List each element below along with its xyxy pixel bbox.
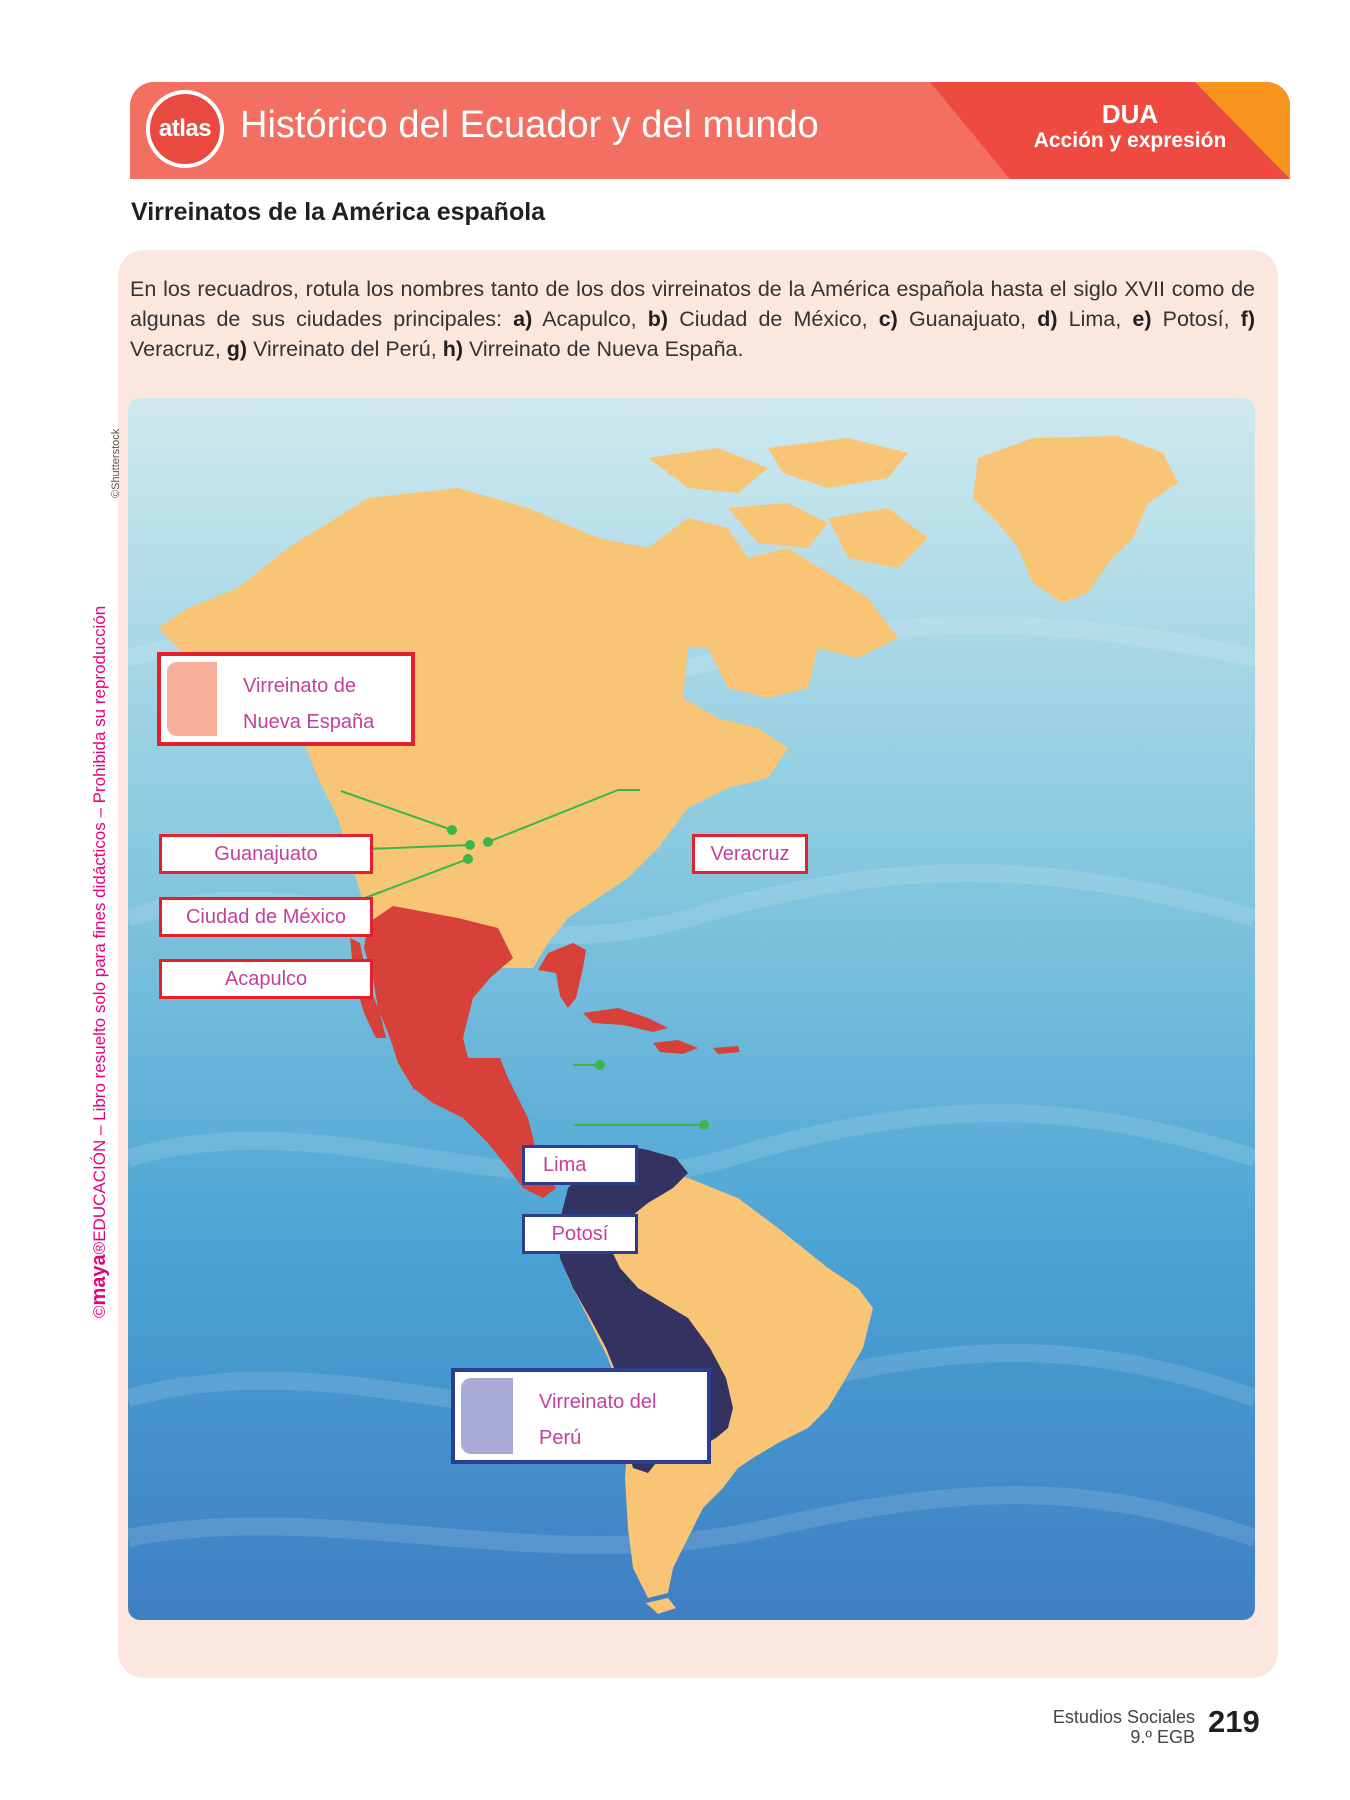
label-guanajuato: Guanajuato xyxy=(159,834,373,874)
item-key: g) xyxy=(226,337,248,361)
peru-swatch xyxy=(461,1378,513,1454)
section-title: Virreinatos de la América española xyxy=(131,198,546,226)
item-text: Guanajuato, xyxy=(897,307,1038,331)
page-title: Histórico del Ecuador y del mundo xyxy=(240,104,819,146)
item-text: Virreinato de Nueva España. xyxy=(463,337,744,361)
subject-name: Estudios Sociales xyxy=(1052,1707,1195,1727)
label-acapulco: Acapulco xyxy=(159,959,373,999)
legend-peru-line2: Perú xyxy=(539,1427,582,1449)
item-text: Virreinato del Perú, xyxy=(247,337,443,361)
legend-nueva-espana-line1: Virreinato de xyxy=(243,675,357,697)
legend-nueva-espana-line2: Nueva España xyxy=(243,711,375,733)
label-veracruz: Veracruz xyxy=(692,834,808,874)
ciudad-mexico-dot xyxy=(465,840,475,850)
label-ciudad-mexico: Ciudad de México xyxy=(159,897,373,937)
item-text: Acapulco, xyxy=(532,307,648,331)
photo-credit: ©Shutterstock xyxy=(110,428,122,498)
label-lima: Lima xyxy=(522,1145,638,1185)
label-potosi: Potosí xyxy=(522,1214,638,1254)
atlas-logo: atlas xyxy=(146,90,224,168)
nueva-espana-swatch xyxy=(167,662,217,736)
guanajuato-dot xyxy=(447,825,457,835)
header-banner xyxy=(130,82,1290,179)
grade-level: 9.º EGB xyxy=(1130,1727,1195,1747)
item-text: Veracruz, xyxy=(130,337,227,361)
item-text: Ciudad de México, xyxy=(668,307,879,331)
instructions-text xyxy=(130,274,1255,364)
veracruz-dot xyxy=(483,837,493,847)
copyright-text: ®EDUCACIÓN – Libro resuelto solo para fines didácticos – Prohibida su reproducción xyxy=(90,605,109,1255)
item-key: b) xyxy=(647,307,669,331)
page-number: 219 xyxy=(1208,1704,1260,1739)
item-key: a) xyxy=(513,307,533,331)
item-text: Lima, xyxy=(1057,307,1133,331)
footer-subject xyxy=(1053,1707,1195,1747)
side-copyright xyxy=(88,606,111,1318)
item-key: c) xyxy=(878,307,898,331)
legend-peru xyxy=(451,1368,711,1464)
acapulco-dot xyxy=(463,854,473,864)
item-key: h) xyxy=(442,337,463,361)
lima-dot xyxy=(595,1060,605,1070)
dua-title: DUA xyxy=(1101,99,1159,129)
legend-peru-line1: Virreinato del xyxy=(539,1391,657,1413)
copyright-symbol: © xyxy=(90,1305,109,1318)
item-key: f) xyxy=(1240,307,1255,331)
item-key: e) xyxy=(1132,307,1152,331)
dua-subtitle: Acción y expresión xyxy=(1033,129,1227,152)
dua-badge xyxy=(1010,100,1250,154)
item-text: Potosí, xyxy=(1151,307,1241,331)
brand-name: maya xyxy=(88,1254,110,1306)
legend-nueva-espana xyxy=(157,652,415,746)
item-key: d) xyxy=(1037,307,1058,331)
instructions-intro: En los recuadros, rotula los nombres tanto de los dos virreinatos de la América española hasta el siglo XVII como de algunas de sus ciudades principales: xyxy=(130,277,1255,331)
potosi-dot xyxy=(699,1120,709,1130)
